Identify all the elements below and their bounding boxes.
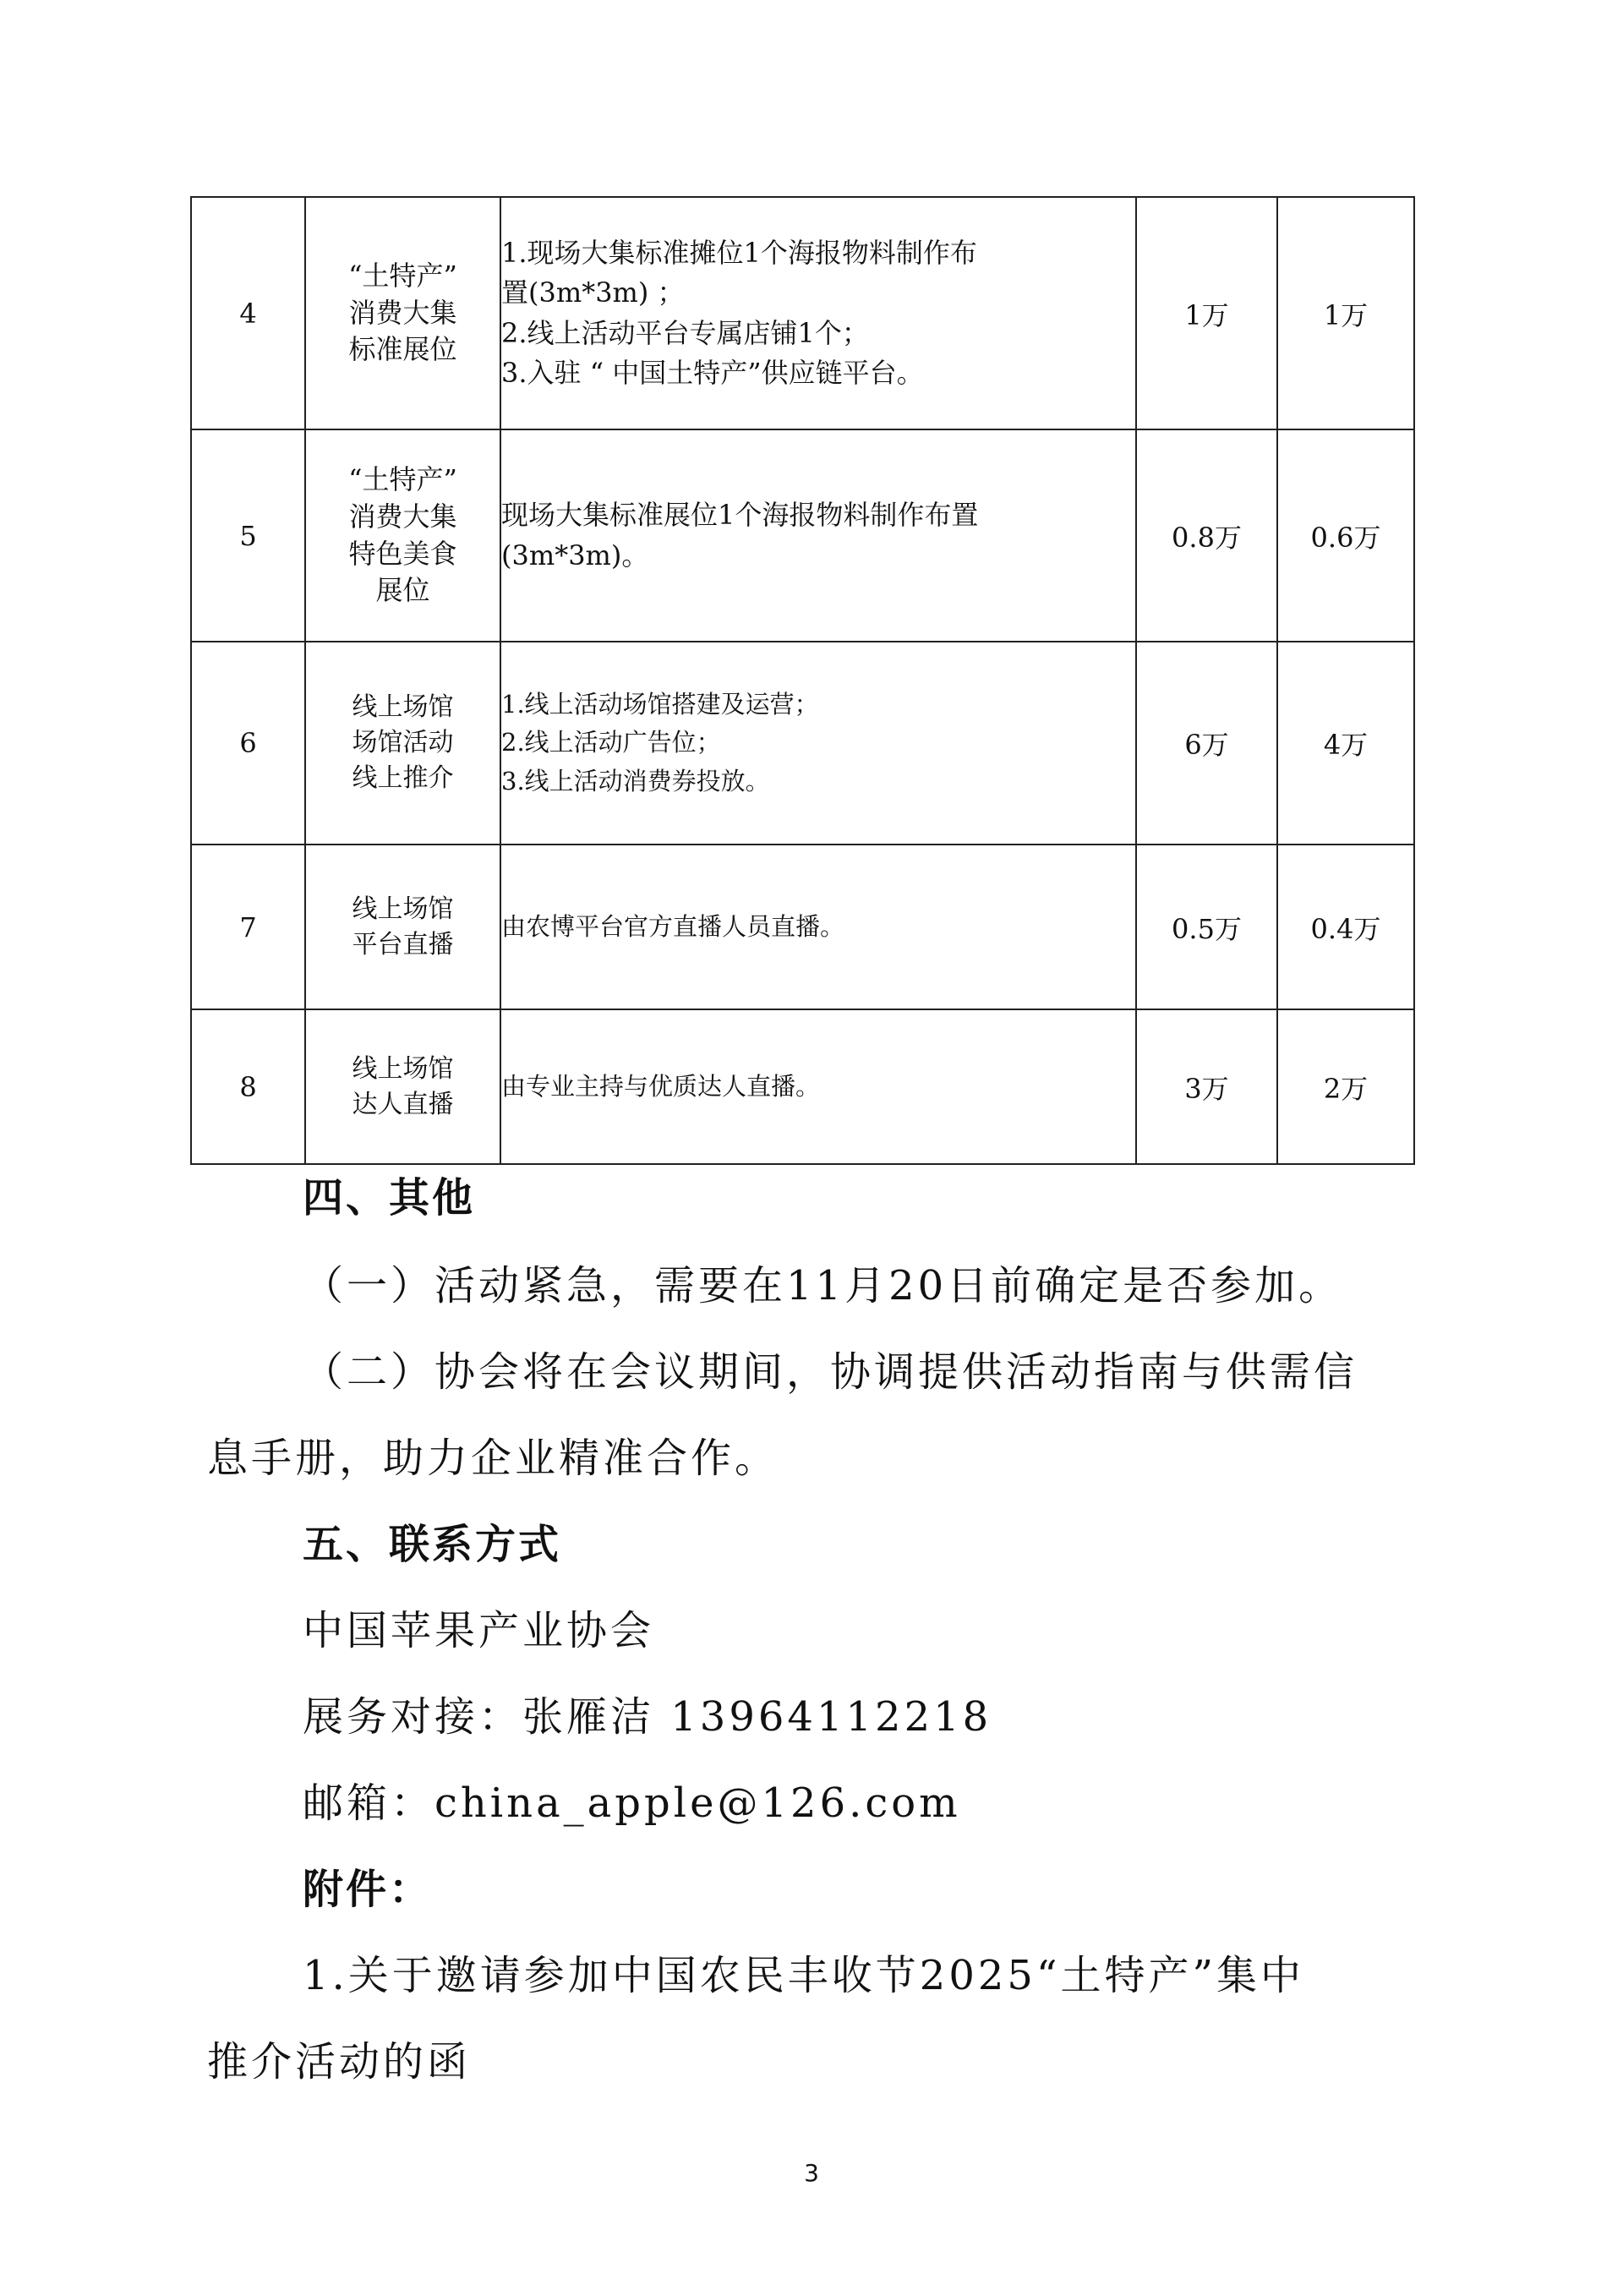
item-content: 1.线上活动场馆搭建及运营； 2.线上活动广告位； 3.线上活动消费券投放。 bbox=[500, 642, 1136, 845]
table-row bbox=[191, 1009, 1414, 1164]
section-4-item-2-line-1: （二）协会将在会议期间，协调提供活动指南与供需信 bbox=[303, 1348, 1358, 1396]
table-row bbox=[191, 845, 1414, 1009]
section-4-item-1: （一）活动紧急，需要在11月20日前确定是否参加。 bbox=[303, 1262, 1343, 1309]
price-standard: 3万 bbox=[1136, 1009, 1277, 1164]
section-4-item-2-line-2: 息手册，助力企业精准合作。 bbox=[207, 1435, 779, 1482]
price-standard: 1万 bbox=[1136, 197, 1277, 429]
row-number: 8 bbox=[191, 1009, 305, 1164]
price-member: 2万 bbox=[1277, 1009, 1414, 1164]
contact-email: 邮箱：china_apple@126.com bbox=[303, 1779, 961, 1827]
item-content: 1.现场大集标准摊位1个海报物料制作布 置(3m*3m) ； 2.线上活动平台专属店铺1个； 3.入驻 “ 中国土特产”供应链平台。 bbox=[500, 197, 1136, 429]
row-number: 6 bbox=[191, 642, 305, 845]
item-name: 线上场馆 场馆活动 线上推介 bbox=[305, 642, 500, 845]
price-standard: 0.5万 bbox=[1136, 845, 1277, 1009]
item-name: 线上场馆 达人直播 bbox=[305, 1009, 500, 1164]
table-row bbox=[191, 429, 1414, 642]
item-content: 现场大集标准展位1个海报物料制作布置 (3m*3m)。 bbox=[500, 429, 1136, 642]
item-name: “土特产” 消费大集 标准展位 bbox=[305, 197, 500, 429]
item-name: 线上场馆 平台直播 bbox=[305, 845, 500, 1009]
table-row bbox=[191, 642, 1414, 845]
attachment-item-1-line-2: 推介活动的函 bbox=[207, 2038, 472, 2086]
price-member: 1万 bbox=[1277, 197, 1414, 429]
table-row bbox=[191, 197, 1414, 429]
item-content: 由专业主持与优质达人直播。 bbox=[500, 1009, 1136, 1164]
attachments-heading: 附件： bbox=[303, 1866, 433, 1913]
price-member: 4万 bbox=[1277, 642, 1414, 845]
contact-organization: 中国苹果产业协会 bbox=[303, 1607, 655, 1654]
price-member: 0.6万 bbox=[1277, 429, 1414, 642]
item-name: “土特产” 消费大集 特色美食 展位 bbox=[305, 429, 500, 642]
row-number: 4 bbox=[191, 197, 305, 429]
pricing-table bbox=[190, 196, 1415, 1165]
section-4-heading: 四、其他 bbox=[303, 1174, 476, 1222]
row-number: 5 bbox=[191, 429, 305, 642]
contact-person: 展务对接：张雁洁 13964112218 bbox=[303, 1693, 992, 1741]
price-standard: 6万 bbox=[1136, 642, 1277, 845]
row-number: 7 bbox=[191, 845, 305, 1009]
attachment-item-1-line-1: 1.关于邀请参加中国农民丰收节2025“土特产”集中 bbox=[303, 1952, 1305, 1999]
price-standard: 0.8万 bbox=[1136, 429, 1277, 642]
item-content: 由农博平台官方直播人员直播。 bbox=[500, 845, 1136, 1009]
section-5-heading: 五、联系方式 bbox=[303, 1521, 562, 1568]
page-number: 3 bbox=[804, 2159, 819, 2187]
price-member: 0.4万 bbox=[1277, 845, 1414, 1009]
